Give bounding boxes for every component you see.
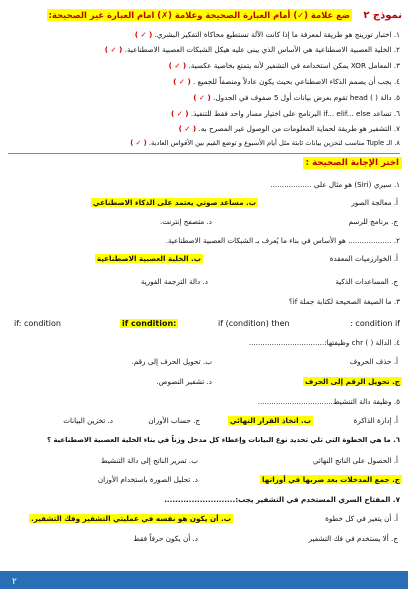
section-divider <box>8 153 400 154</box>
tf-item <box>8 77 400 86</box>
tf-item <box>8 61 400 70</box>
option-a: أ. معالجة الصور <box>351 198 398 207</box>
option-c: ج. ألا يستخدم في فك التشفير <box>308 534 398 543</box>
option-d: د. تشفير النصوص. <box>156 377 212 386</box>
option-d: د. تخزين البيانات <box>63 416 113 425</box>
option-b: ب. تمرير الناتج إلى دالة التنشيط <box>100 456 198 465</box>
check-mark: ( ✓ ) <box>134 30 153 39</box>
item-number: ٨. <box>394 139 400 147</box>
option-d: د. متصفح إنترنت. <box>159 217 212 226</box>
item-number: ٦. <box>393 109 400 118</box>
option-d: if: condition <box>14 319 61 328</box>
option-d: د. تحليل الصورة باستخدام الأوزان <box>97 475 198 484</box>
check-mark: ( ✓ ) <box>171 109 189 118</box>
item-number: ٢. <box>393 45 400 54</box>
option-b-correct: ب. الخلية العصبية الاصطناعية <box>96 254 201 263</box>
option-c-correct: ج. تحويل الرقم إلى الحرف <box>305 377 400 386</box>
item-number: ٤. <box>393 77 400 86</box>
item-number: ١. <box>393 30 400 39</box>
check-mark: ( ✓ ) <box>168 61 187 70</box>
question-stem: ١. سيري (Siri) هو مثال على .................. <box>270 180 400 189</box>
question-stem: ٣. ما الصيغة الصحيحة لكتابة جملة if؟ <box>288 297 400 306</box>
question-stem: ٤. الدالة ( ) chr وظيفتها:................................. <box>248 338 400 347</box>
option-b-correct: ب. أن يكون هو نفسه في عمليتي التشفير وفك التشفير. <box>31 514 231 523</box>
check-mark: ( ✓ ) <box>178 124 197 133</box>
tf-item <box>8 109 400 118</box>
option-c: ج. برنامج للرسم <box>348 217 398 226</box>
page-number: ٢ <box>12 577 17 587</box>
tf-item <box>8 93 400 102</box>
true-false-instruction: ضع علامة (✓) أمام العبارة الصحيحة وعلامة (✗) امام العبارة غير الصحيحة: <box>48 10 350 20</box>
item-text: تساعد if... elif... else البرنامج على اختيار مسار واحد فقط للتنفيذ. <box>190 109 392 118</box>
mcq-heading: اختر الإجابة الصحيحة : <box>303 157 402 169</box>
item-text: دالة ( ) head تقوم بعرض بيانات أول 5 صفوف في الجدول. <box>213 93 392 102</box>
item-text: اختبار تورينج هو طريقة لمعرفة ما إذا كانت الآلة تستطيع محاكاة التفكير البشري. <box>154 30 392 39</box>
option-c-correct: ج. جمع المدخلات بعد ضربها في أوزانها <box>262 475 400 484</box>
option-d: د. أن يكون حرفاً فقط <box>133 534 198 543</box>
item-number: ٧. <box>393 124 400 133</box>
page-header <box>6 8 402 26</box>
tf-item <box>8 45 400 54</box>
check-mark: ( ✓ ) <box>104 45 123 54</box>
tf-item <box>8 30 400 39</box>
option-a: أ. إدارة الذاكرة <box>353 416 398 425</box>
option-a: أ. الحصول على الناتج النهائي <box>312 456 398 465</box>
question-stem: ٧. المفتاح السري المستخدم في التشفير يجب:.......................... <box>164 495 400 504</box>
item-text: يجب أن يصمم الذكاء الاصطناعي بحيث يكون عادلاً ومنصفاً للجميع . <box>193 77 392 86</box>
item-text: التشفير هو طريقة لحماية المعلومات من الوصول غير المصرح به. <box>198 124 392 133</box>
item-text: المعامل XOR يمكن استخدامه في التشفير لأنه يتمتع بخاصية عكسية. <box>188 61 392 70</box>
option-b-correct: ب. مساعد صوتي يعتمد على الذكاء الاصطناعي <box>92 198 256 207</box>
tf-item <box>8 124 400 133</box>
check-mark: ( ✓ ) <box>173 77 191 86</box>
check-mark: ( ✓ ) <box>130 139 147 147</box>
item-text: الخلية العصبية الاصطناعية هي الأساس الذي يبنى عليه هيكل الشبكات العصبية الاصطناعية. <box>124 45 392 54</box>
question-stem: ٥. وظيفة دالة التنشيط................................. <box>257 397 400 406</box>
item-text: الـ Tuple مناسب لتخزين بيانات ثابتة مثل أيام الأسبوع و توضع القيم بين الأقواس العادية. <box>148 139 393 147</box>
option-c: ج. حساب الأوزان <box>148 416 200 425</box>
option-b-correct: ب. اتخاذ القرار النهائي <box>229 416 311 425</box>
option-a: : condition if <box>350 319 400 328</box>
page-footer <box>0 571 408 589</box>
item-number: ٣. <box>393 61 400 70</box>
option-a: أ. حذف الحروف <box>349 357 398 366</box>
option-d: د. دالة الترجمة الفورية <box>140 277 208 286</box>
item-number: ٥. <box>393 93 400 102</box>
option-b: if (condition) then <box>218 319 290 328</box>
option-c-correct: if condition: <box>122 319 177 328</box>
option-c: ج. المساعدات الذكية <box>335 277 398 286</box>
question-stem: ٢. ................... هو الأساس في بناء ما يُعرف بـ الشبكات العصبية الاصطناعية. <box>165 236 400 245</box>
option-b: ب. تحويل الحرف إلى رقم. <box>131 357 212 366</box>
question-stem: ٦. ما هي الخطوة التي تلي تحديد نوع البيانات وإعطاء كل مدخل وزناً في بناء الخلية العصبية الاصطناعية ؟ <box>47 436 400 444</box>
option-a: أ. أن يتغير في كل خطوة <box>325 514 398 523</box>
check-mark: ( ✓ ) <box>193 93 211 102</box>
option-a: أ. الخوارزميات المعقدة <box>329 254 398 263</box>
tf-item <box>8 139 400 147</box>
model-title: نموذج ٢ <box>363 10 402 21</box>
